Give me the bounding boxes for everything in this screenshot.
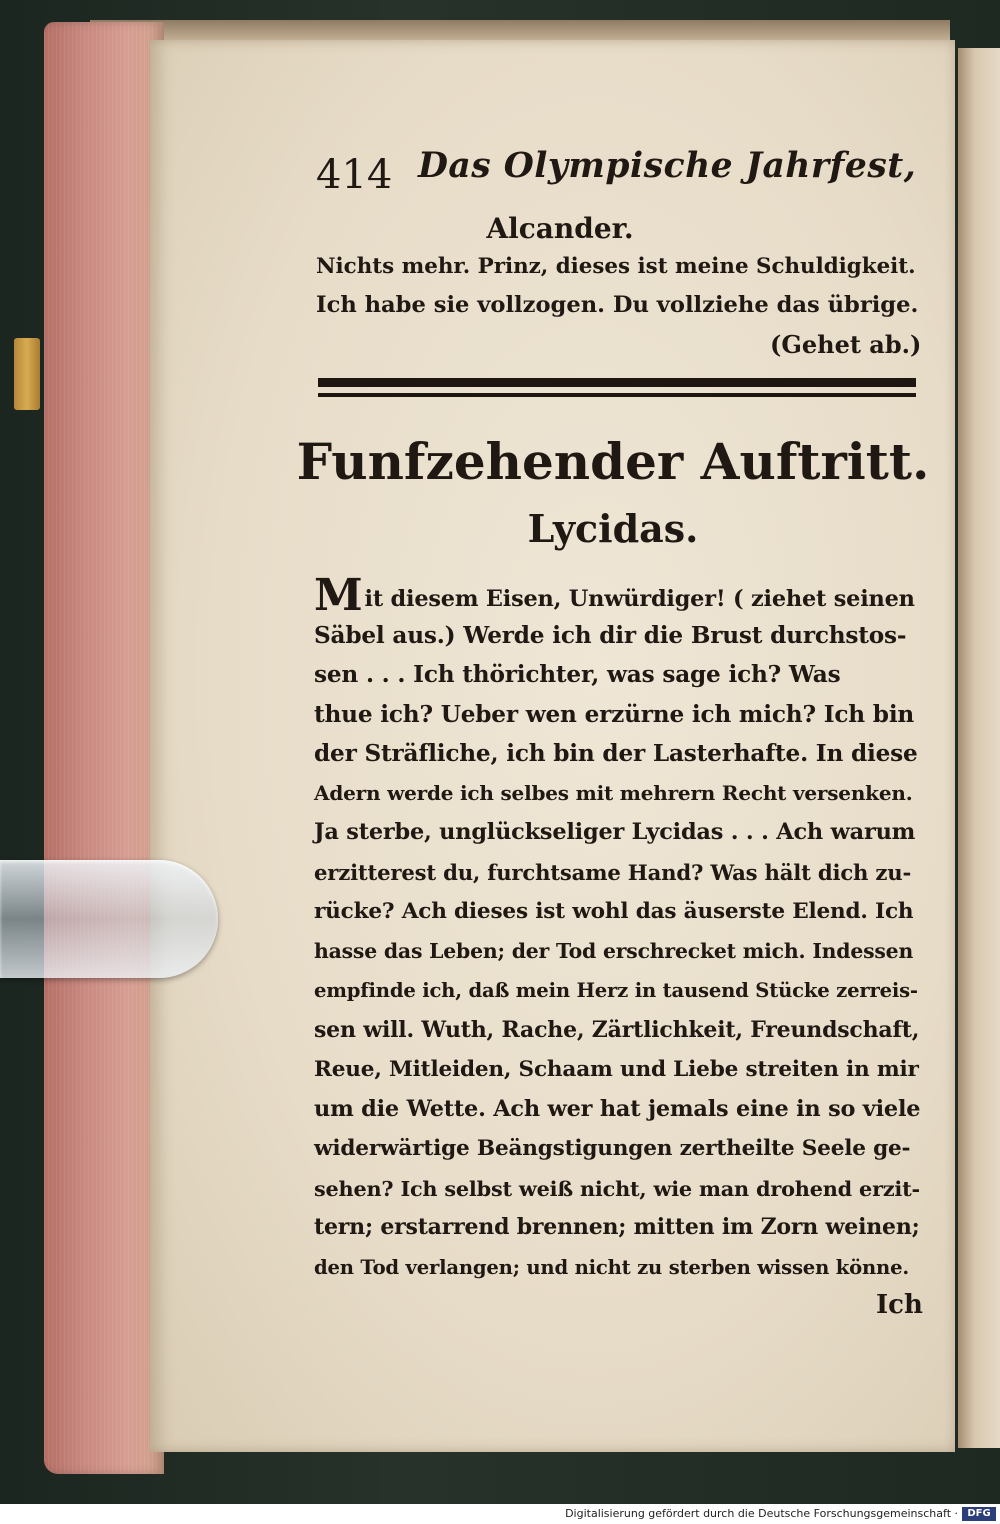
text-line: tern; erstarrend brennen; mitten im Zorn weinen; bbox=[314, 1214, 920, 1240]
page-number: 414 bbox=[316, 152, 393, 198]
text-line: der Sträfliche, ich bin der Lasterhafte. In diese bbox=[314, 740, 918, 767]
footer-credit: Digitalisierung gefördert durch die Deutsche Forschungsgemeinschaft · bbox=[565, 1507, 958, 1520]
text-line: sen will. Wuth, Rache, Zärtlichkeit, Freundschaft, bbox=[314, 1016, 920, 1043]
text-line: Reue, Mitleiden, Schaam und Liebe streiten in mir bbox=[314, 1057, 919, 1082]
text-line: erzitterest du, furchtsame Hand? Was hält dich zu- bbox=[314, 859, 912, 885]
drop-cap: M bbox=[314, 570, 363, 621]
text-line: sehen? Ich selbst weiß nicht, wie man drohend erzit- bbox=[314, 1175, 920, 1201]
section-rule bbox=[318, 393, 916, 397]
section-rule bbox=[318, 378, 916, 387]
text-line: den Tod verlangen; und nicht zu sterben wissen könne. bbox=[314, 1255, 909, 1279]
running-head: Das Olympische Jahrfest, bbox=[418, 146, 917, 186]
catchword: Ich bbox=[876, 1290, 923, 1320]
text-line: Säbel aus.) Werde ich dir die Brust durchstos- bbox=[314, 621, 907, 649]
stage-direction: (Gehet ab.) bbox=[770, 330, 922, 359]
text-line: rücke? Ach dieses ist wohl das äuserste Elend. Ich bbox=[314, 899, 914, 924]
page-holder-clip bbox=[0, 860, 218, 978]
speaker-name: Alcander. bbox=[486, 212, 634, 245]
speech-line: Nichts mehr. Prinz, dieses ist meine Schuldigkeit. bbox=[316, 254, 916, 279]
text-line bbox=[314, 570, 918, 621]
text-line: empfinde ich, daß mein Herz in tausend Stücke zerreis- bbox=[314, 979, 918, 1002]
dfg-logo-icon: DFG bbox=[962, 1507, 996, 1521]
facing-page-edge bbox=[958, 48, 1000, 1448]
speaker-name: Lycidas. bbox=[527, 506, 699, 551]
text-line: sen . . . Ich thörichter, was sage ich? Was bbox=[314, 661, 841, 688]
speech-line: Ich habe sie vollzogen. Du vollziehe das übrige. bbox=[316, 292, 919, 318]
text-line: widerwärtige Beängstigungen zertheilte Seele ge- bbox=[314, 1136, 911, 1161]
text-line: um die Wette. Ach wer hat jemals eine in so viele bbox=[314, 1095, 921, 1122]
text-line: Adern werde ich selbes mit mehrern Recht versenken. bbox=[314, 780, 913, 805]
monologue-text bbox=[314, 570, 921, 1287]
text-line: Ja sterbe, unglückseliger Lycidas . . . Ach warum bbox=[314, 819, 916, 845]
text-line: thue ich? Ueber wen erzürne ich mich? Ich bin bbox=[314, 700, 915, 728]
scene-title: Funfzehender Auftritt. bbox=[296, 432, 930, 491]
text-line: hasse das Leben; der Tod erschrecket mich. Indessen bbox=[314, 938, 914, 963]
text-line-rest: it diesem Eisen, Unwürdiger! ( ziehet seinen bbox=[364, 586, 915, 612]
footer-bar bbox=[0, 1504, 1000, 1524]
bookmark-ribbon bbox=[14, 338, 40, 410]
